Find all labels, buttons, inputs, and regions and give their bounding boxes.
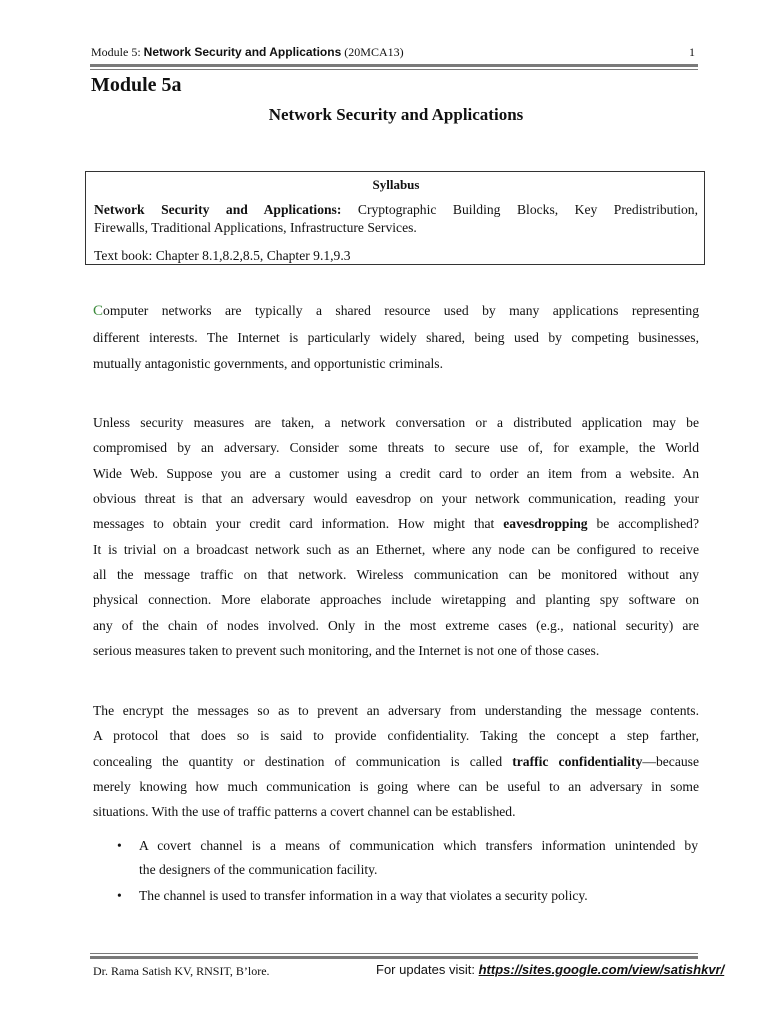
paragraph-3-line-2: A protocol that does so is said to provide confidentiality. Taking the concept a step farther, [93, 728, 699, 743]
syllabus-topics-label: Network Security and Applications: [94, 202, 342, 217]
paragraph-1-line-1: Computer networks are typically a shared resource used by many applications representing [93, 303, 699, 319]
paragraph-1-line-3: mutually antagonistic governments, and opportunistic criminals. [93, 356, 443, 371]
paragraph-3-line-5: situations. With the use of traffic patterns a covert channel can be established. [93, 804, 516, 819]
paragraph-2-line-1: Unless security measures are taken, a network conversation or a distributed application may be [93, 415, 699, 430]
bullet-2-line-1: The channel is used to transfer information in a way that violates a security policy. [139, 888, 588, 903]
footer-rule-thin [90, 953, 698, 954]
footer-rule [90, 956, 698, 959]
header-module-prefix: Module 5: [91, 45, 144, 59]
header-course-code: (20MCA13) [341, 45, 404, 59]
term-traffic-confidentiality: traffic confidentiality [512, 754, 643, 769]
paragraph-2-line-9: any of the chain of nodes involved. Only in the most extreme cases (e.g., national security) are [93, 618, 699, 633]
drop-cap: C [93, 303, 104, 319]
bullet-1-line-1: A covert channel is a means of communication which transfers information unintended by [139, 838, 698, 853]
syllabus-topics-line1 [94, 202, 698, 218]
paragraph-2-line-10: serious measures taken to prevent such monitoring, and the Internet is not one of those cases. [93, 643, 600, 658]
header-rule-thin [90, 69, 698, 70]
paragraph-2-line-5: messages to obtain your credit card information. How might that eavesdropping be accomplished? [93, 516, 699, 531]
bullet-1-line-2: the designers of the communication facility. [139, 862, 378, 877]
footer-updates [376, 962, 724, 977]
page-number: 1 [689, 45, 695, 59]
footer-updates-label: For updates visit: [376, 962, 479, 977]
paragraph-3-line-1: The encrypt the messages so as to prevent an adversary from understanding the message contents. [93, 703, 699, 718]
paragraph-2-line-7: all the message traffic on that network. Wireless communication can be monitored without any [93, 567, 699, 582]
footer-author: Dr. Rama Satish KV, RNSIT, B’lore. [93, 964, 270, 978]
bullet-icon: • [117, 888, 122, 903]
paragraph-3-line-4: merely knowing how much communication is going where can be useful to an adversary in some [93, 779, 699, 794]
paragraph-1-line-2: different interests. The Internet is particularly widely shared, being used by competing businesses, [93, 330, 699, 345]
syllabus-box [85, 171, 705, 265]
page-title: Module 5a [91, 74, 182, 96]
bullet-icon: • [117, 838, 122, 853]
paragraph-2-line-2: compromised by an adversary. Consider some threats to secure use of, for example, the World [93, 440, 699, 455]
footer-updates-link[interactable]: https://sites.google.com/view/satishkvr/ [478, 962, 725, 977]
syllabus-textbook: Text book: Chapter 8.1,8.2,8.5, Chapter 9.1,9.3 [94, 248, 351, 263]
paragraph-2-line-8: physical connection. More elaborate approaches include wiretapping and planting spy software on [93, 592, 699, 607]
term-eavesdropping: eavesdropping [503, 516, 588, 531]
paragraph-3-line-3: concealing the quantity or destination of communication is called traffic confidentiality—because [93, 754, 699, 769]
running-header [91, 45, 404, 60]
paragraph-2-line-3: Wide Web. Suppose you are a customer using a credit card to order an item from a website. An [93, 466, 699, 481]
paragraph-2-line-6: It is trivial on a broadcast network such as an Ethernet, where any node can be configured to receive [93, 542, 699, 557]
header-module-title: Network Security and Applications [143, 45, 342, 59]
page-subtitle: Network Security and Applications [268, 105, 524, 124]
header-rule [90, 64, 698, 67]
syllabus-topics-line2: Firewalls, Traditional Applications, Infrastructure Services. [94, 220, 417, 235]
syllabus-topics-text1: Cryptographic Building Blocks, Key Predistribution, [341, 202, 698, 217]
paragraph-2-line-4: obvious threat is that an adversary would eavesdrop on your network communication, reading your [93, 491, 699, 506]
syllabus-heading: Syllabus [372, 177, 420, 192]
